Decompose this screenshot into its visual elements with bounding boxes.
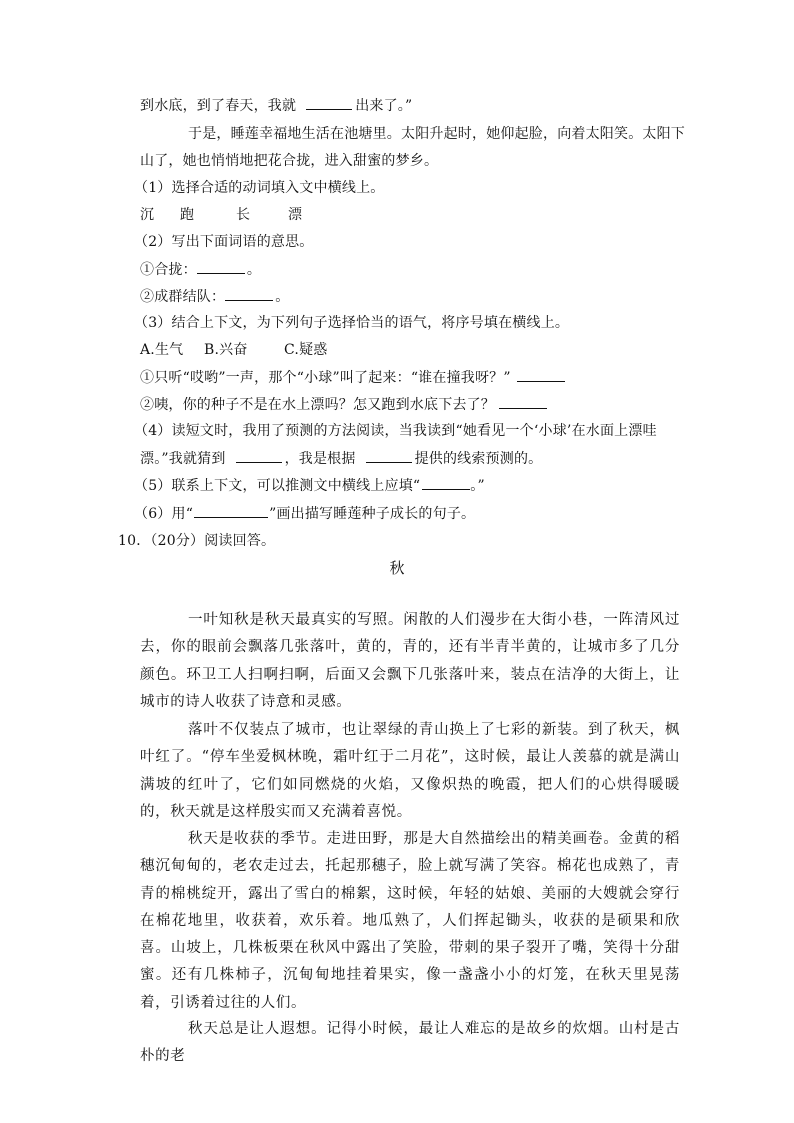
tone-option: C.疑惑 <box>284 342 328 358</box>
question-10-header: 10．（20分）阅读回答。 <box>118 533 276 549</box>
passage-paragraph-3: 秋天是收获的季节。走进田野，那是大自然描绘出的精美画卷。金黄的稻穗沉甸甸的，老农走过去，托起那穗子，脸上就写满了笑容。棉花也成熟了，青青的棉桃绽开，露出了雪白的棉絮，这时候，年轻的姑娘、美丽的大嫂就会穿行在棉花地里，收获着，欢乐着。地瓜熟了，人们挥起锄头，收获的是硕果和欣喜。山坡上，几株板栗在秋风中露出了笑脸，带刺的果子裂开了嘴，笑得十分甜蜜。还有几株柿子，沉甸甸地挂着果实，像一盏盏小小的灯笼，在秋天里晃荡着，引诱着过往的人们。 <box>140 831 680 1011</box>
passage-paragraph-2: 落叶不仅装点了城市，也让翠绿的青山换上了七彩的新装。到了秋天，枫叶红了。“停车坐爱枫林晚，霜叶红于二月花”，这时候，最让人羡慕的就是满山满坡的红叶了，它们如同燃烧的火焰，又像炽热的晚霞，把人们的心烘得暖暖的，秋天就是这样殷实而又充满着喜悦。 <box>140 722 680 820</box>
verb-option: 长 <box>236 207 251 223</box>
question-2-item-1 <box>140 259 261 280</box>
question-1-prompt: （1）选择合适的动词填入文中横线上。 <box>134 180 385 196</box>
answer-blank[interactable] <box>422 475 470 490</box>
item-end: 。 <box>275 289 290 305</box>
item-text: 提供的线索预测的。 <box>414 451 543 467</box>
answer-blank[interactable] <box>236 448 282 463</box>
item-text: 。” <box>470 478 485 494</box>
answer-blank[interactable] <box>517 367 565 382</box>
question-2-item-2 <box>140 286 289 307</box>
question-3-item-2 <box>140 394 550 415</box>
verb-option: 沉 <box>140 207 155 223</box>
item-end: 。 <box>246 262 262 278</box>
question-3-options <box>140 340 327 360</box>
question-5 <box>134 475 485 496</box>
question-2-prompt: （2）写出下面词语的意思。 <box>134 234 314 250</box>
question-4-line-1: （4）读短文时，我用了预测的方法阅读，当我读到“她看见一个‘小球’在水面上漂哇 <box>134 423 657 439</box>
item-text: ，我是根据 <box>284 451 356 467</box>
answer-blank[interactable] <box>306 95 352 110</box>
item-text: ①只听“哎哟”一声，那个“小球”叫了起来：“谁在撞我呀？” <box>140 370 511 386</box>
item-text: 漂。”我就猜到 <box>140 451 226 467</box>
item-text: ”画出描写睡莲种子成长的句子。 <box>269 506 476 522</box>
question-6 <box>134 503 475 524</box>
passage-paragraph-1: 一叶知秋是秋天最真实的写照。闲散的人们漫步在大街小巷，一阵清风过去，你的眼前会飘落几张落叶，黄的，青的，还有半青半黄的，让城市多了几分颜色。环卫工人扫啊扫啊，后面又会飘下几张落叶来，装点在洁净的大街上，让城市的诗人收获了诗意和灵感。 <box>140 612 680 710</box>
item-label: ①合拢： <box>140 262 197 278</box>
verb-option: 漂 <box>288 207 303 223</box>
item-text: （5）联系上下文，可以推测文中横线上应填“ <box>134 478 421 494</box>
underline-sample <box>194 503 268 518</box>
answer-blank[interactable] <box>499 394 547 409</box>
story-line-1 <box>140 95 412 116</box>
story-text: 出来了。” <box>355 98 413 114</box>
answer-blank[interactable] <box>366 448 412 463</box>
verb-option: 跑 <box>180 207 195 223</box>
tone-option: A.生气 <box>140 342 184 358</box>
question-3-prompt: （3）结合上下文，为下列句子选择恰当的语气，将序号填在横线上。 <box>134 315 570 331</box>
passage-title: 秋 <box>389 559 405 577</box>
question-4-line-2 <box>140 448 542 469</box>
story-line-2: 于是，睡莲幸福地生活在池塘里。太阳升起时，她仰起脸，向着太阳笑。太阳下 <box>188 126 685 142</box>
answer-blank[interactable] <box>197 259 245 274</box>
passage-paragraph-4: 秋天总是让人遐想。记得小时候，最让人难忘的是故乡的炊烟。山村是古朴的老 <box>140 1021 680 1065</box>
answer-blank[interactable] <box>225 286 273 301</box>
question-1-options <box>140 205 302 225</box>
story-text: 到水底，到了春天，我就 <box>140 98 297 114</box>
item-text: （6）用“ <box>134 506 194 522</box>
item-text: ②咦，你的种子不是在水上漂吗？怎又跑到水底下去了？ <box>140 397 495 413</box>
tone-option: B.兴奋 <box>204 342 248 358</box>
item-label: ②成群结队： <box>140 289 226 305</box>
story-line-3: 山了，她也悄悄地把花合拢，进入甜蜜的梦乡。 <box>140 153 439 169</box>
question-3-item-1 <box>140 367 568 388</box>
